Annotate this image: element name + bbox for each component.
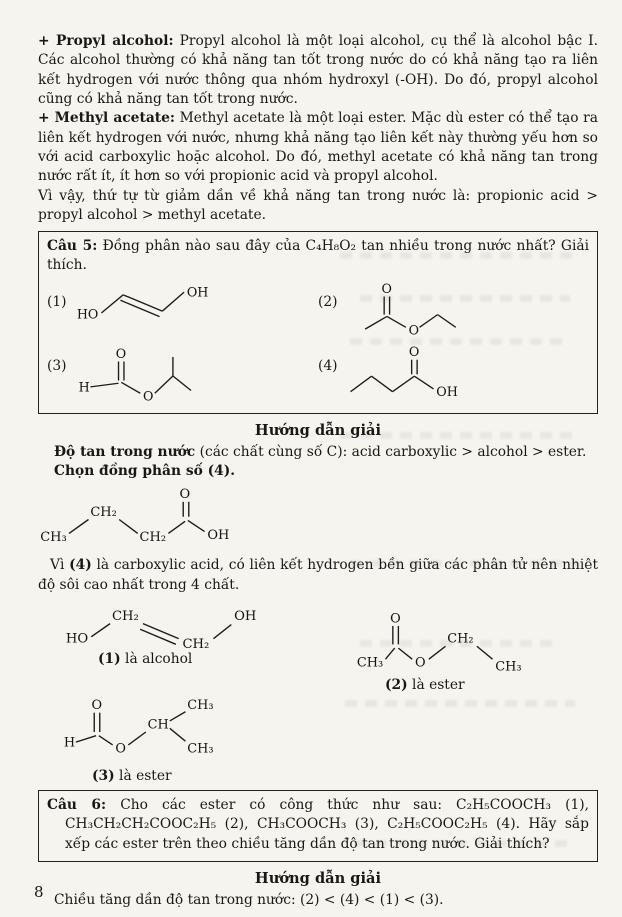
structure-isopropyl-formate-skeletal (75, 346, 211, 406)
structure-butanoic-acid-skeletal (346, 346, 501, 399)
atom-ch2: CH₂ (447, 631, 474, 647)
structure-ethyl-acetate-skeletal (346, 282, 464, 340)
paragraph-propyl-alcohol (38, 32, 598, 109)
structure-butenediol-skeletal (75, 282, 225, 324)
labeled-isomer-3 (62, 697, 598, 784)
solution-5-heading: Hướng dẫn giải (254, 421, 382, 439)
paragraph-methyl-acetate (38, 109, 598, 186)
atom-o: O (390, 611, 401, 627)
atom-o: O (415, 655, 426, 671)
caption-isomer-3 (62, 768, 598, 784)
atom-ch3: CH₃ (187, 697, 214, 713)
atom-ch3: CH₃ (40, 530, 67, 546)
caption-3-number: (3) (92, 768, 115, 784)
atom-oh: OH (207, 528, 230, 544)
atom-o: O (115, 345, 126, 361)
paragraph-conclusion: Vì vậy, thứ tự từ giảm dần về khả năng tan trong nước là: propionic acid > propyl alcohol > methyl acetate. (38, 187, 598, 223)
solution-6-answer: Chiều tăng dần độ tan trong nước: (2) < (4) < (1) < (3). (54, 891, 444, 908)
isomer-4-number: (4) (318, 357, 338, 374)
caption-2-text: là ester (407, 677, 465, 693)
solubility-rule (38, 443, 598, 462)
isomer-option-1 (47, 280, 318, 340)
question-5-label: Câu 5: (47, 238, 98, 255)
structure-isopropyl-formate-labeled (62, 697, 237, 767)
isomer-2-number: (2) (318, 293, 338, 310)
isomer-row-1 (47, 280, 589, 340)
atom-ch2: CH₂ (139, 530, 167, 546)
methyl-acetate-text: Methyl acetate là một loại ester. Mặc dù ester có thể tạo ra liên kết hydrogen với nước, nhưng khả năng tạo liên kết này thường yếu hơn so với acid carboxylic hoặc alcohol. Do đó, methyl acetate có khả năng tan trong nước rất ít, ít hơn so với propionic acid và propyl alcohol. (38, 110, 598, 185)
propyl-alcohol-text: Propyl alcohol là một loại alcohol, cụ thể là alcohol bậc I. Các alcohol thường có khả năng tan tốt trong nước do có khả năng tạo ra liên kết hydrogen với nước thông qua nhóm hydroxyl (-OH). Do đó, propyl alcohol cũng có khả năng tan tốt trong nước. (38, 33, 598, 107)
caption-1-number: (1) (98, 651, 121, 667)
atom-o: O (408, 322, 419, 338)
atom-o: O (142, 388, 153, 404)
isomer-option-3 (47, 344, 318, 406)
caption-3-text: là ester (114, 768, 172, 784)
atom-o: O (380, 280, 392, 296)
atom-oh: OH (435, 384, 458, 400)
caption-2-number: (2) (385, 677, 408, 693)
structure-ethyl-acetate-labeled (355, 611, 535, 676)
caption-isomer-2 (355, 677, 535, 693)
question-6-body: Cho các ester có công thức như sau: C₂H₅COOCH₃ (1), CH₃CH₂CH₂COOC₂H₅ (2), CH₃COOCH₃ (3), C₂H₅COOC₂H₅ (4). Hãy sắp xếp các ester trên theo chiều tăng dần độ tan trong nước. Giải thích? (65, 797, 589, 852)
question-5-body: Đồng phân nào sau đây của C₄H₈O₂ tan nhiều trong nước nhất? Giải thích. (47, 238, 589, 274)
question-5-box (38, 231, 598, 414)
atom-o: O (179, 487, 191, 503)
solubility-rule-lead: Độ tan trong nước (54, 443, 196, 460)
atom-oh: OH (186, 284, 208, 300)
atom-ho: HO (76, 306, 98, 322)
propyl-alcohol-label: + Propyl alcohol: (38, 33, 174, 49)
explanation-choice: (4) (69, 557, 92, 574)
atom-ho: HO (65, 631, 89, 647)
question-6-label: Câu 6: (47, 797, 107, 813)
page-content (38, 32, 598, 910)
atom-ch2: CH₂ (182, 637, 210, 653)
atom-h: H (78, 379, 90, 395)
atom-o: O (408, 344, 419, 360)
isomer-3-number: (3) (47, 357, 67, 374)
structure-butanoic-acid-labeled (38, 487, 243, 552)
structure-butenediol-labeled (64, 601, 299, 653)
caption-isomer-1 (64, 651, 299, 667)
atom-ch3: CH₃ (187, 741, 214, 757)
explanation-paragraph (38, 556, 598, 595)
labeled-isomer-1 (64, 601, 299, 693)
question-5-text (47, 237, 589, 276)
explanation-rest: là carboxylic acid, có liên kết hydrogen bền giữa các phân tử nên nhiệt độ sôi cao nhất trong 4 chất. (38, 557, 598, 593)
isomer-row-2 (47, 344, 589, 406)
methyl-acetate-label: + Methyl acetate: (38, 110, 175, 127)
atom-o: O (91, 697, 103, 713)
question-6-box (38, 790, 598, 862)
labeled-isomer-2 (355, 611, 535, 693)
question-6-text (47, 796, 589, 854)
isomer-option-2 (318, 280, 589, 340)
page-number: 8 (34, 883, 44, 901)
labeled-structures-row (38, 601, 598, 693)
isomer-option-4 (318, 344, 589, 406)
answer-choice: Chọn đồng phân số (4). (54, 463, 236, 480)
atom-h: H (63, 735, 76, 751)
explanation-pre: Vì (50, 557, 70, 574)
solubility-rule-rest: (các chất cùng số C): acid carboxylic > alcohol > ester. (195, 443, 587, 460)
atom-ch2: CH₂ (111, 608, 139, 624)
atom-ch2: CH₂ (90, 505, 117, 521)
isomer-1-number: (1) (47, 293, 67, 310)
solution-6-heading: Hướng dẫn giải (254, 869, 382, 887)
atom-ch3: CH₃ (495, 659, 522, 675)
caption-1-text: là alcohol (120, 651, 193, 667)
atom-ch: CH (147, 717, 169, 733)
atom-o: O (115, 741, 126, 757)
atom-oh: OH (234, 608, 257, 624)
atom-ch3: CH₃ (356, 655, 384, 671)
